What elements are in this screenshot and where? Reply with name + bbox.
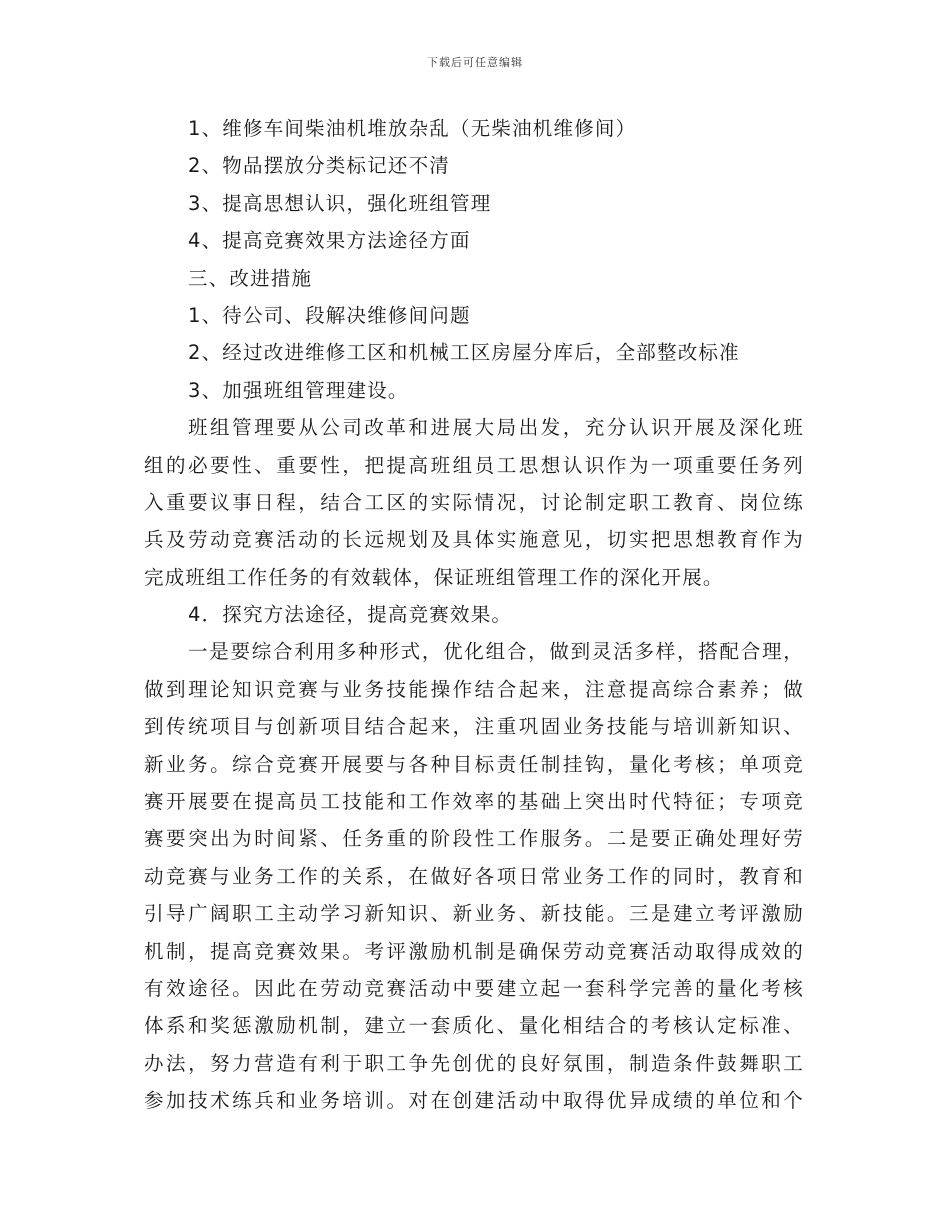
text-line: 到传统项目与创新项目结合起来，注重巩固业务技能与培训新知识、 <box>144 715 804 739</box>
text-line: 组的必要性、重要性，把提高班组员工思想认识作为一项重要任务列 <box>144 453 804 477</box>
text-line: 引导广阔职工主动学习新知识、新业务、新技能。三是建立考评激励 <box>144 902 804 926</box>
text-line: 完成班组工作任务的有效载体，保证班组管理工作的深化开展。 <box>144 565 724 589</box>
text-line: 做到理论知识竞赛与业务技能操作结合起来，注意提高综合素养；做 <box>144 677 804 701</box>
text-line: 有效途径。因此在劳动竞赛活动中要建立起一套科学完善的量化考核 <box>144 976 804 1000</box>
text-line: 4、提高竞赛效果方法途径方面 <box>188 229 471 253</box>
document-body <box>144 110 804 1120</box>
text-line: 2、物品摆放分类标记还不清 <box>188 154 451 178</box>
text-line: 一是要综合利用多种形式，优化组合，做到灵活多样，搭配合理， <box>188 640 804 664</box>
text-line: 新业务。综合竞赛开展要与各种目标责任制挂钩，量化考核；单项竞 <box>144 752 804 776</box>
text-line: 机制，提高竞赛效果。考评激励机制是确保劳动竞赛活动取得成效的 <box>144 939 804 963</box>
text-line: 动竞赛与业务工作的关系，在做好各项日常业务工作的同时，教育和 <box>144 864 804 888</box>
text-line: 1、待公司、段解决维修间问题 <box>188 303 471 327</box>
text-line: 入重要议事日程，结合工区的实际情况，讨论制定职工教育、岗位练 <box>144 490 804 514</box>
text-line: 2、经过改进维修工区和机械工区房屋分库后，全部整改标准 <box>188 341 740 365</box>
text-line: 赛开展要在提高员工技能和工作效率的基础上突出时代特征；专项竞 <box>144 790 804 814</box>
text-line: 班组管理要从公司改革和进展大局出发，充分认识开展及深化班 <box>188 416 804 440</box>
text-line: 4．探究方法途径，提高竞赛效果。 <box>188 603 513 627</box>
text-line: 三、改进措施 <box>188 266 313 290</box>
text-line: 办法，努力营造有利于职工争先创优的良好氛围，制造条件鼓舞职工 <box>144 1051 804 1075</box>
text-line: 体系和奖惩激励机制，建立一套质化、量化相结合的考核认定标准、 <box>144 1014 804 1038</box>
text-line: 1、维修车间柴油机堆放杂乱（无柴油机维修间） <box>188 117 637 140</box>
text-line: 3、加强班组管理建设。 <box>188 378 409 402</box>
text-line: 3、提高思想认识，强化班组管理 <box>188 191 492 215</box>
page-header-note: 下载后可任意编辑 <box>427 56 523 69</box>
text-line: 参加技术练兵和业务培训。对在创建活动中取得优异成绩的单位和个 <box>144 1089 804 1113</box>
text-line: 赛要突出为时间紧、任务重的阶段性工作服务。二是要正确处理好劳 <box>144 827 804 851</box>
text-line: 兵及劳动竞赛活动的长远规划及具体实施意见，切实把思想教育作为 <box>144 528 804 552</box>
